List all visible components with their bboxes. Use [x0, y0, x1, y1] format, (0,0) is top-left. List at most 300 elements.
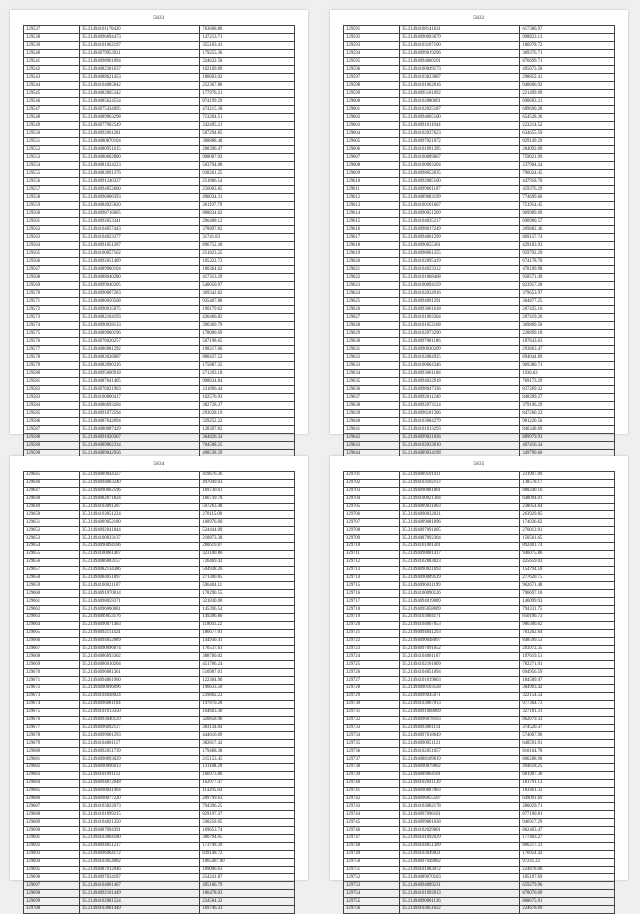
- id-cell: 329672: [24, 685, 80, 693]
- coordinate-cell: 35.21494090096074: [80, 645, 200, 653]
- id-cell: 329623: [344, 282, 400, 290]
- coordinate-cell: 35.21494100064346: [400, 362, 520, 370]
- table-row: [344, 858, 615, 866]
- id-cell: 329740: [344, 779, 400, 787]
- amount-cell: 648591.91: [520, 740, 615, 748]
- amount-cell: 998823.13: [520, 34, 615, 42]
- table-row: [24, 82, 295, 90]
- amount-cell: 868675.91: [520, 898, 615, 906]
- amount-cell: 659279.96: [520, 882, 615, 890]
- amount-cell: 189096.63: [200, 866, 295, 874]
- table-row: [344, 26, 615, 34]
- coordinate-cell: 35.21494102033010: [400, 442, 520, 450]
- amount-cell: 962671.48: [520, 582, 615, 590]
- coordinate-cell: 35.21494099019296: [400, 50, 520, 58]
- amount-cell: 138578.17: [520, 479, 615, 487]
- id-cell: 329670: [24, 669, 80, 677]
- id-cell: 329586: [24, 418, 80, 426]
- table-row: [344, 716, 615, 724]
- table-row: [24, 629, 295, 637]
- coordinate-cell: 35.21494102034916: [400, 290, 520, 298]
- amount-cell: 888240.16: [520, 487, 615, 495]
- amount-cell: 207419.26: [520, 314, 615, 322]
- id-cell: 329659: [24, 582, 80, 590]
- amount-cell: 940606.92: [520, 82, 615, 90]
- amount-cell: 467416.34: [520, 442, 615, 450]
- coordinate-cell: 35.21494084051897: [80, 574, 200, 582]
- id-cell: 329656: [24, 558, 80, 566]
- coordinate-cell: 35.21494103054082: [80, 858, 200, 866]
- amount-cell: 149286.86: [200, 614, 295, 622]
- table-row: [344, 803, 615, 811]
- coordinate-cell: 35.21494092073124: [400, 402, 520, 410]
- amount-cell: 908007.92: [200, 154, 295, 162]
- table-row: [24, 606, 295, 614]
- coordinate-cell: 35.21494101178420: [80, 26, 200, 34]
- coordinate-cell: 35.21494086003157: [80, 558, 200, 566]
- id-cell: 329661: [24, 598, 80, 606]
- coordinate-cell: 35.21494076020257: [80, 338, 200, 346]
- id-cell: 329712: [344, 558, 400, 566]
- id-cell: 329673: [24, 692, 80, 700]
- table-row: [24, 550, 295, 558]
- table-row: [24, 282, 295, 290]
- amount-cell: 681907.36: [520, 771, 615, 779]
- table-row: [24, 621, 295, 629]
- table-row: [344, 558, 615, 566]
- amount-cell: 185197.69: [520, 874, 615, 882]
- amount-cell: 105322.73: [200, 258, 295, 266]
- coordinate-cell: 35.21494101013350: [80, 708, 200, 716]
- id-cell: 329611: [344, 186, 400, 194]
- table-row: [344, 905, 615, 913]
- coordinate-cell: 35.21494103022073: [80, 803, 200, 811]
- id-cell: 329648: [24, 495, 80, 503]
- table-row: [24, 258, 295, 266]
- table-row: [24, 114, 295, 122]
- amount-cell: 794396.25: [200, 803, 295, 811]
- coordinate-cell: 35.21494101099215: [80, 811, 200, 819]
- coordinate-cell: 35.21494102051057: [400, 748, 520, 756]
- id-cell: 329559: [24, 202, 80, 210]
- amount-cell: 888834.62: [200, 210, 295, 218]
- table-row: [24, 716, 295, 724]
- amount-cell: 270115.00: [200, 511, 295, 519]
- amount-cell: 183461.33: [520, 787, 615, 795]
- amount-cell: 494618.25: [520, 763, 615, 771]
- coordinate-cell: 35.21494083026087: [80, 354, 200, 362]
- coordinate-cell: 35.21494097096101: [400, 811, 520, 819]
- id-cell: 329588: [24, 434, 80, 442]
- id-cell: 329692: [24, 842, 80, 850]
- table-row: [24, 50, 295, 58]
- coordinate-cell: 35.21494094052089: [80, 637, 200, 645]
- id-cell: 329600: [344, 98, 400, 106]
- id-cell: 329669: [24, 661, 80, 669]
- amount-cell: 114295.84: [200, 787, 295, 795]
- id-cell: 329593: [344, 42, 400, 50]
- table-row: [344, 50, 615, 58]
- id-cell: 329556: [24, 178, 80, 186]
- table-row: [24, 370, 295, 378]
- coordinate-cell: 35.21494095000918: [80, 370, 200, 378]
- table-row: [24, 346, 295, 354]
- id-cell: 329666: [24, 637, 80, 645]
- id-cell: 329639: [344, 410, 400, 418]
- amount-cell: 286029.71: [520, 803, 615, 811]
- amount-cell: 648094.01: [520, 495, 615, 503]
- coordinate-cell: 35.21494102073290: [400, 330, 520, 338]
- coordinate-cell: 35.21494090093679: [400, 34, 520, 42]
- id-cell: 329742: [344, 795, 400, 803]
- coordinate-cell: 35.21494104023377: [80, 234, 200, 242]
- table-row: [344, 543, 615, 551]
- table-row: [24, 795, 295, 803]
- coordinate-cell: 35.21494098061355: [400, 250, 520, 258]
- coordinate-cell: 35.21494096092117: [80, 724, 200, 732]
- id-cell: 329610: [344, 178, 400, 186]
- coordinate-cell: 35.21494076021903: [80, 386, 200, 394]
- page-title: 5835: [473, 462, 485, 467]
- table-row: [24, 330, 295, 338]
- amount-cell: 271203.18: [200, 370, 295, 378]
- coordinate-cell: 35.21494098093029: [80, 756, 200, 764]
- table-row: [344, 866, 615, 874]
- id-cell: 329744: [344, 811, 400, 819]
- amount-cell: 958571.49: [520, 274, 615, 282]
- amount-cell: 174036.62: [520, 519, 615, 527]
- amount-cell: 122304.90: [200, 677, 295, 685]
- id-cell: 329540: [24, 50, 80, 58]
- amount-cell: 168976.60: [200, 519, 295, 527]
- id-cell: 329570: [24, 290, 80, 298]
- id-cell: 329684: [24, 779, 80, 787]
- coordinate-cell: 35.21494101092029: [400, 834, 520, 842]
- amount-cell: 309342.82: [200, 290, 295, 298]
- id-cell: 329722: [344, 637, 400, 645]
- amount-cell: 329252.22: [200, 418, 295, 426]
- amount-cell: 254241.87: [200, 874, 295, 882]
- coordinate-cell: 35.21494104067053: [400, 621, 520, 629]
- table-row: [24, 226, 295, 234]
- amount-cell: 829149.29: [520, 138, 615, 146]
- amount-cell: 231997.09: [520, 472, 615, 480]
- amount-cell: 209799.63: [200, 795, 295, 803]
- table-row: [24, 266, 295, 274]
- table-row: [24, 866, 295, 874]
- coordinate-cell: 35.21494093001114: [400, 724, 520, 732]
- amount-cell: 276012.01: [520, 527, 615, 535]
- amount-cell: 173798.39: [200, 842, 295, 850]
- id-cell: 329688: [24, 811, 80, 819]
- coordinate-cell: 35.21494101091395: [400, 146, 520, 154]
- table-row: [344, 724, 615, 732]
- id-cell: 329713: [344, 566, 400, 574]
- amount-cell: 587294.85: [200, 130, 295, 138]
- table-row: [24, 34, 295, 42]
- amount-cell: 131188.28: [200, 763, 295, 771]
- id-cell: 329580: [24, 370, 80, 378]
- amount-cell: 981220.56: [520, 418, 615, 426]
- amount-cell: 176954.42: [520, 850, 615, 858]
- amount-cell: 31741.83: [200, 234, 295, 242]
- amount-cell: 269882.36: [520, 226, 615, 234]
- coordinate-cell: 35.21494096101306: [400, 410, 520, 418]
- coordinate-cell: 35.21494096081361: [80, 669, 200, 677]
- amount-cell: 878076.09: [520, 890, 615, 898]
- amount-cell: 169746.33: [200, 905, 295, 913]
- id-cell: 329729: [344, 692, 400, 700]
- id-cell: 329583: [24, 394, 80, 402]
- table-row: [344, 685, 615, 693]
- coordinate-cell: 35.21494103004171: [400, 614, 520, 622]
- id-cell: 329643: [344, 442, 400, 450]
- table-row: [344, 210, 615, 218]
- id-cell: 329702: [344, 479, 400, 487]
- id-cell: 329631: [344, 346, 400, 354]
- coordinate-cell: 35.21494103102113: [400, 479, 520, 487]
- coordinate-cell: 35.21494100094159: [400, 282, 520, 290]
- coordinate-cell: 35.21494099021036: [400, 434, 520, 442]
- id-cell: 329676: [24, 716, 80, 724]
- table-row: [344, 322, 615, 330]
- id-cell: 329591: [344, 26, 400, 34]
- table-row: [344, 226, 615, 234]
- coordinate-cell: 35.21494096081164: [80, 700, 200, 708]
- table-row: [344, 242, 615, 250]
- table-row: [344, 653, 615, 661]
- coordinate-cell: 35.21494102095419: [400, 258, 520, 266]
- id-cell: 329640: [344, 418, 400, 426]
- amount-cell: 759021.99: [520, 154, 615, 162]
- id-cell: 329650: [24, 511, 80, 519]
- amount-cell: 296408.12: [200, 218, 295, 226]
- id-cell: 329538: [24, 34, 80, 42]
- table-row: [344, 740, 615, 748]
- table-row: [24, 487, 295, 495]
- amount-cell: 396369.79: [200, 322, 295, 330]
- amount-cell: 946917.29: [520, 819, 615, 827]
- id-cell: 329690: [24, 827, 80, 835]
- table-row: [24, 242, 295, 250]
- amount-cell: 379196.29: [520, 402, 615, 410]
- id-cell: 329624: [344, 290, 400, 298]
- amount-cell: 349790.60: [520, 450, 615, 458]
- id-cell: 329753: [344, 882, 400, 890]
- coordinate-cell: 35.21494094061960: [80, 677, 200, 685]
- amount-cell: 118041.22: [200, 621, 295, 629]
- id-cell: 329612: [344, 194, 400, 202]
- id-cell: 329721: [344, 629, 400, 637]
- id-cell: 329647: [24, 487, 80, 495]
- id-cell: 329537: [24, 26, 80, 34]
- table-row: [24, 803, 295, 811]
- id-cell: 329663: [24, 614, 80, 622]
- table-row: [344, 645, 615, 653]
- coordinate-cell: 35.21494104035217: [400, 218, 520, 226]
- data-table: [343, 25, 615, 458]
- amount-cell: 144930.41: [200, 637, 295, 645]
- amount-cell: 215153.45: [200, 756, 295, 764]
- coordinate-cell: 35.21494101062016: [400, 82, 520, 90]
- amount-cell: 969380.71: [520, 362, 615, 370]
- coordinate-cell: 35.21494087041405: [80, 378, 200, 386]
- id-cell: 329589: [24, 442, 80, 450]
- coordinate-cell: 35.21494090015075: [80, 306, 200, 314]
- coordinate-cell: 35.21494086010204: [80, 661, 200, 669]
- table-row: [344, 827, 615, 835]
- coordinate-cell: 35.21494103023087: [400, 74, 520, 82]
- table-row: [344, 58, 615, 66]
- coordinate-cell: 35.21494103107100: [400, 42, 520, 50]
- amount-cell: 892401.74: [520, 543, 615, 551]
- amount-cell: 361197.79: [200, 202, 295, 210]
- coordinate-cell: 35.21494089081096: [400, 519, 520, 527]
- id-cell: 329741: [344, 787, 400, 795]
- id-cell: 329625: [344, 298, 400, 306]
- id-cell: 329638: [344, 402, 400, 410]
- coordinate-cell: 35.21494100089667: [400, 154, 520, 162]
- id-cell: 329682: [24, 763, 80, 771]
- amount-cell: 169730.61: [200, 487, 295, 495]
- coordinate-cell: 35.21494083091376: [80, 170, 200, 178]
- amount-cell: 444616.09: [200, 732, 295, 740]
- amount-cell: 829197.37: [200, 811, 295, 819]
- coordinate-cell: 35.21494092111424: [80, 629, 200, 637]
- coordinate-cell: 35.21494097034187: [80, 874, 200, 882]
- id-cell: 329605: [344, 138, 400, 146]
- id-cell: 329539: [24, 42, 80, 50]
- coordinate-cell: 35.21494102029001: [400, 827, 520, 835]
- id-cell: 329614: [344, 210, 400, 218]
- table-row: [344, 402, 615, 410]
- table-row: [344, 669, 615, 677]
- table-row: [344, 434, 615, 442]
- page-3: [10, 456, 308, 912]
- id-cell: 329616: [344, 226, 400, 234]
- amount-cell: 806217.31: [520, 842, 615, 850]
- coordinate-cell: 35.21494089034198: [400, 450, 520, 458]
- table-row: [24, 858, 295, 866]
- id-cell: 329585: [24, 410, 80, 418]
- table-row: [24, 354, 295, 362]
- id-cell: 329657: [24, 566, 80, 574]
- amount-cell: 181791.13: [520, 779, 615, 787]
- table-row: [344, 154, 615, 162]
- table-row: [24, 322, 295, 330]
- amount-cell: 574007.96: [520, 732, 615, 740]
- coordinate-cell: 35.21494094060101: [400, 58, 520, 66]
- table-row: [24, 234, 295, 242]
- amount-cell: 267435.16: [520, 306, 615, 314]
- table-row: [24, 692, 295, 700]
- table-row: [344, 218, 615, 226]
- coordinate-cell: 35.21494104021350: [80, 819, 200, 827]
- table-row: [344, 274, 615, 282]
- table-row: [344, 890, 615, 898]
- table-row: [344, 519, 615, 527]
- amount-cell: 210873.38: [200, 535, 295, 543]
- coordinate-cell: 35.21494087094391: [80, 827, 200, 835]
- amount-cell: 429183.93: [520, 242, 615, 250]
- amount-cell: 166973.86: [200, 771, 295, 779]
- table-row: [24, 811, 295, 819]
- amount-cell: 388700.02: [200, 653, 295, 661]
- amount-cell: 186478.03: [200, 890, 295, 898]
- table-row: [24, 98, 295, 106]
- table-row: [24, 472, 295, 480]
- id-cell: 329582: [24, 386, 80, 394]
- amount-cell: 224678.69: [520, 905, 615, 913]
- coordinate-cell: 35.21494092061281: [80, 130, 200, 138]
- page-title: 5832: [473, 16, 485, 21]
- amount-cell: 839148.72: [200, 850, 295, 858]
- id-cell: 329664: [24, 621, 80, 629]
- coordinate-cell: 35.21494104051094: [400, 669, 520, 677]
- id-cell: 329574: [24, 322, 80, 330]
- coordinate-cell: 35.21494086093284: [80, 402, 200, 410]
- id-cell: 329653: [24, 535, 80, 543]
- table-row: [344, 250, 615, 258]
- coordinate-cell: 35.21494098041904: [80, 787, 200, 795]
- amount-cell: 187643.63: [520, 338, 615, 346]
- amount-cell: 877190.81: [520, 811, 615, 819]
- table-row: [24, 362, 295, 370]
- amount-cell: 986306.62: [520, 621, 615, 629]
- id-cell: 329607: [344, 154, 400, 162]
- amount-cell: 293028.19: [200, 410, 295, 418]
- amount-cell: 176537.61: [200, 645, 295, 653]
- id-cell: 329655: [24, 550, 80, 558]
- amount-cell: 498538.39: [200, 450, 295, 458]
- table-row: [344, 186, 615, 194]
- amount-cell: 896752.30: [200, 242, 295, 250]
- table-row: [344, 106, 615, 114]
- table-row: [24, 290, 295, 298]
- id-cell: 329541: [24, 58, 80, 66]
- amount-cell: 889979.93: [520, 434, 615, 442]
- coordinate-cell: 35.21494099040205: [80, 282, 200, 290]
- id-cell: 329555: [24, 170, 80, 178]
- coordinate-cell: 35.21494090007283: [80, 290, 200, 298]
- coordinate-cell: 35.21494092041844: [80, 527, 200, 535]
- table-row: [344, 834, 615, 842]
- table-row: [24, 653, 295, 661]
- coordinate-cell: 35.21494090062596: [80, 487, 200, 495]
- coordinate-cell: 35.21494090032021: [400, 511, 520, 519]
- coordinate-cell: 35.21494101052168: [400, 322, 520, 330]
- id-cell: 329658: [24, 574, 80, 582]
- coordinate-cell: 35.21494103082178: [400, 803, 520, 811]
- amount-cell: 425659.03: [520, 558, 615, 566]
- coordinate-cell: 35.21494080062800: [80, 154, 200, 162]
- amount-cell: 417313.29: [200, 274, 295, 282]
- coordinate-cell: 35.21494094041293: [400, 629, 520, 637]
- id-cell: 329743: [344, 803, 400, 811]
- coordinate-cell: 35.21494080951615: [80, 146, 200, 154]
- coordinate-cell: 35.21494082301637: [80, 66, 200, 74]
- table-row: [344, 130, 615, 138]
- amount-cell: 162977.47: [200, 779, 295, 787]
- table-row: [344, 472, 615, 480]
- id-cell: 329554: [24, 162, 80, 170]
- table-row: [24, 306, 295, 314]
- id-cell: 329642: [344, 434, 400, 442]
- table-row: [24, 479, 295, 487]
- table-row: [24, 442, 295, 450]
- amount-cell: 689690.28: [520, 106, 615, 114]
- table-row: [344, 378, 615, 386]
